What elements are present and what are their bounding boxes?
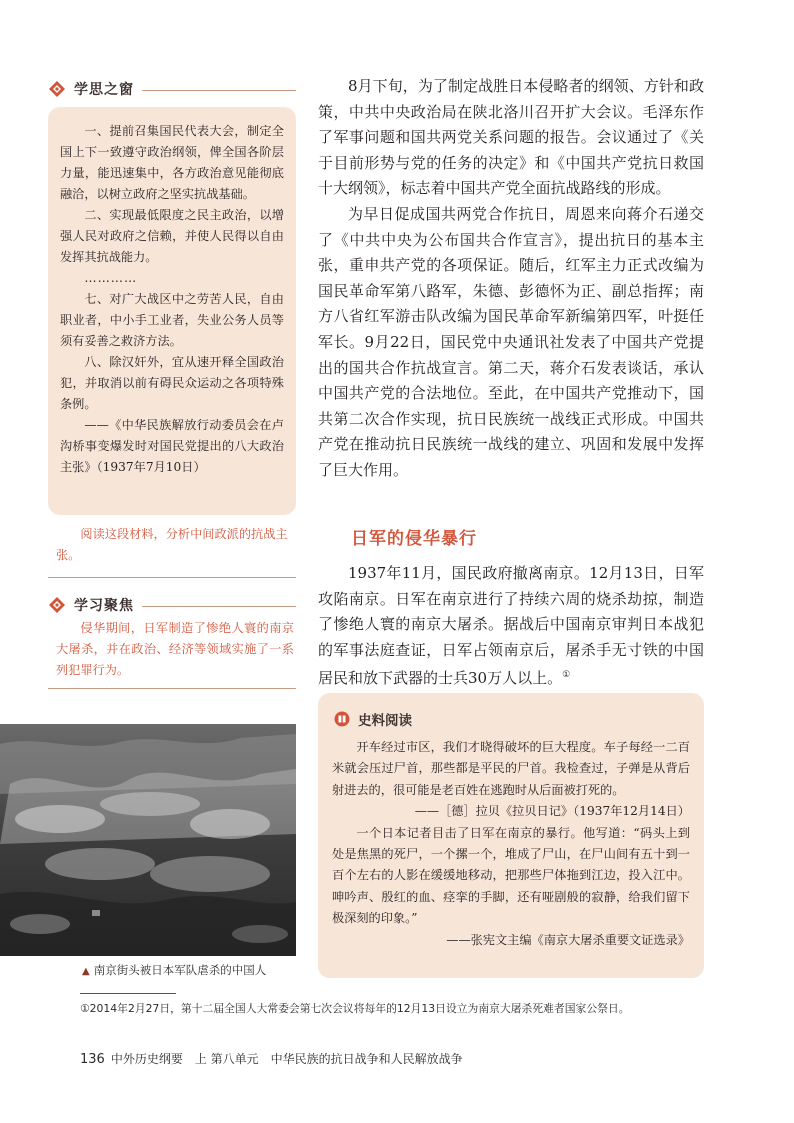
focus-header [48,594,296,616]
divider [48,688,296,689]
think-paragraph: 一、提前召集国民代表大会，制定全国上下一致遵守政治纲领，俾全国各阶层力量，能迅速集中，各方政治意见能彻底融洽，以树立政府之坚实抗战基础。 [60,124,284,201]
section-title: 日军的侵华暴行 [351,529,477,549]
reading-header [334,709,412,729]
photo-illustration [0,724,296,956]
focus-box [56,618,294,681]
footnote-ref[interactable]: ① [562,670,571,681]
reading-source: ——张宪文主编《南京大屠杀重要文证选录》 [446,932,690,947]
think-source: ——《中华民族解放行动委员会在卢沟桥事变爆发时对国民党提出的八大政治主张》（1937年7月10日） [60,418,284,474]
focus-title: 学习聚焦 [74,598,134,614]
body-paragraph: 为早日促成国共两党合作抗日，周恩来向蒋介石递交了《中共中央为公布国共合作宣言》，提出抗日的基本主张，重申共产党的各项保证。随后，红军主力正式改编为国民革命军第八路军，朱德、彭德怀为正、副总指挥；南方八省红军游击队改编为国民革命军新编第四军，叶挺任军长。9月22日，国民党中央通讯社发表了中国共产党提出的国共合作抗战宣言。第二天，蒋介石发表谈话，承认中国共产党的合法地位。至此，在中国共产党推动下，国共第二次合作实现，抗日民族统一战线正式形成。中国共产党在推动抗日民族统一战线的建立、巩固和发展中发挥了巨大作用。 [318,204,704,479]
ellipsis: ………… [84,271,138,285]
diamond-icon [48,80,66,98]
divider [48,577,296,578]
main-text-top [318,74,704,484]
footnote: ①2014年2月27日，第十二届全国人大常委会第七次会议将每年的12月13日设立为南京大屠杀死难者国家公祭日。 [80,1002,630,1015]
header-rule [142,606,296,607]
main-text-section [318,561,704,692]
think-paragraph: 二、实现最低限度之民主政治，以增强人民对政府之信赖，并使人民得以自由发挥其抗战能力。 [60,208,284,264]
reading-title: 史料阅读 [358,713,412,729]
footnote-rule [80,993,176,994]
book-icon [334,711,350,727]
think-paragraph: 八、除汉奸外，宜从速开释全国政治犯，并取消以前有碍民众运动之各项特殊条例。 [60,355,284,411]
question-text: 阅读这段材料，分析中间政派的抗战主张。 [56,527,288,562]
reading-body [332,737,690,951]
think-paragraph: 七、对广大战区中之劳苦人民，自由职业者，中小手工业者，失业公务人员等须有妥善之救济方法。 [60,292,284,348]
focus-text: 侵华期间，日军制造了惨绝人寰的南京大屠杀，并在政治、经济等领域实施了一系列犯罪行为。 [56,621,294,677]
header-rule [142,90,296,91]
section-text: 1937年11月，国民政府撤离南京。12月13日，日军攻陷南京。日军在南京进行了持续六周的烧杀劫掠，制造了惨绝人寰的南京大屠杀。据战后中国南京审判日本战犯的军事法庭查证，日军占领南京后，屠杀手无寸铁的中国居民和放下武器的士兵30万人以上。 [318,564,704,688]
caption-text: 南京街头被日本军队虐杀的中国人 [93,963,267,977]
photo-caption [82,962,302,978]
page-footer [80,1050,463,1067]
page-number: 136 [80,1052,105,1067]
diamond-icon [48,596,66,614]
running-footer: 中外历史纲要 上 第八单元 中华民族的抗日战争和人民解放战争 [110,1052,463,1066]
think-window-title: 学思之窗 [74,82,134,98]
reading-paragraph: 一个日本记者目击了日军在南京的暴行。他写道：“码头上到处是焦黑的死尸，一个摞一个，堆成了尸山，在尸山间有五十到一百个左右的人影在缓缓地移动，把那些尸体拖到江边，投入江中。呻吟声、殷红的血、痉挛的手脚，还有哑剧般的寂静，给我们留下极深刻的印象。” [332,825,690,926]
reading-box [318,693,704,978]
think-question [56,524,294,566]
body-paragraph [318,561,704,692]
think-window-header [48,78,296,100]
triangle-icon: ▲ [82,966,90,977]
reading-source: ——［德］拉贝《拉贝日记》（1937年12月14日） [414,804,690,819]
body-paragraph: 8月下旬，为了制定战胜日本侵略者的纲领、方针和政策，中共中央政治局在陕北洛川召开扩大会议。毛泽东作了军事问题和国共两党关系问题的报告。会议通过了《关于目前形势与党的任务的决定》和《中国共产党抗日救国十大纲领》，标志着中国共产党全面抗战路线的形成。 [318,77,704,198]
historical-photo [0,724,296,956]
think-window-box [48,107,296,515]
reading-paragraph: 开车经过市区，我们才晓得破坏的巨大程度。车子每经一二百米就会压过尸首，那些都是平民的尸首。我检查过，子弹是从背后射进去的，很可能是老百姓在逃跑时从后面被打死的。 [332,740,690,797]
